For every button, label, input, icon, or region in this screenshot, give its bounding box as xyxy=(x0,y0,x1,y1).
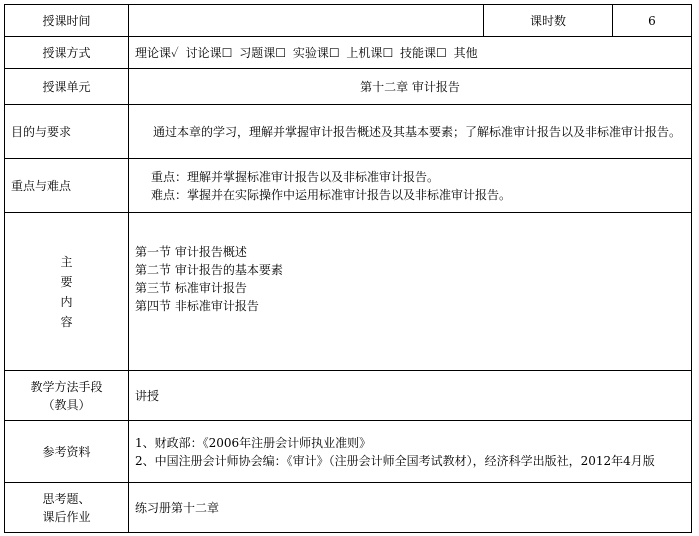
content-label: 主 要 内 容 xyxy=(5,213,129,371)
teaching-label: 教学方法手段 （教具） xyxy=(5,371,129,421)
unit-label: 授课单元 xyxy=(5,69,129,105)
reference-2: 2、中国注册会计师协会编：《审计》（注册会计师全国考试教材），经济科学出版社，2012年4月版 xyxy=(135,453,655,468)
teaching-value: 讲授 xyxy=(129,371,692,421)
keypoint-key: 重点：理解并掌握标准审计报告以及非标准审计报告。 xyxy=(151,169,440,184)
time-label: 授课时间 xyxy=(5,5,129,37)
row-teaching xyxy=(5,371,692,421)
homework-label: 思考题、 课后作业 xyxy=(5,483,129,533)
method-option-lab: 实验课☐ xyxy=(292,45,340,60)
row-method xyxy=(5,37,692,69)
checkbox-icon: ☐ xyxy=(275,45,286,60)
reference-1: 1、财政部：《2006年注册会计师执业准则》 xyxy=(135,435,372,450)
section-3: 第三节 标准审计报告 xyxy=(135,281,247,295)
row-keypoints xyxy=(5,159,692,213)
method-label: 授课方式 xyxy=(5,37,129,69)
method-option-computer: 上机课☐ xyxy=(346,45,394,60)
lesson-plan-table xyxy=(4,4,692,533)
checkbox-icon: ☐ xyxy=(328,45,340,60)
content-sections xyxy=(129,213,692,371)
time-value xyxy=(129,5,484,37)
row-time xyxy=(5,5,692,37)
method-option-skills: 技能课☐ xyxy=(400,45,447,60)
section-2: 第二节 审计报告的基本要素 xyxy=(135,263,283,277)
references-label: 参考资料 xyxy=(5,421,129,483)
checkbox-icon: ☐ xyxy=(436,45,447,60)
section-4: 第四节 非标准审计报告 xyxy=(135,299,259,313)
row-homework xyxy=(5,483,692,533)
method-option-theory: 理论课✓ xyxy=(135,45,179,60)
hours-label: 课时数 xyxy=(484,5,613,37)
unit-value: 第十二章 审计报告 xyxy=(129,69,692,105)
homework-value: 练习册第十二章 xyxy=(129,483,692,533)
method-option-discussion: 讨论课☐ xyxy=(185,45,233,60)
references-value xyxy=(129,421,692,483)
method-options xyxy=(129,37,692,69)
keypoints-label: 重点与难点 xyxy=(5,159,129,213)
check-mark-icon: ✓ xyxy=(171,45,179,60)
section-1: 第一节 审计报告概述 xyxy=(135,245,247,259)
keypoint-difficult: 难点：掌握并在实际操作中运用标准审计报告以及非标准审计报告。 xyxy=(151,187,512,202)
row-references xyxy=(5,421,692,483)
checkbox-icon: ☐ xyxy=(221,45,233,60)
method-option-other: 其他 xyxy=(453,45,478,60)
row-content xyxy=(5,213,692,371)
method-option-exercise: 习题课☐ xyxy=(239,45,286,60)
hours-value: 6 xyxy=(613,5,692,37)
goals-label: 目的与要求 xyxy=(5,105,129,159)
checkbox-icon: ☐ xyxy=(382,45,394,60)
row-goals xyxy=(5,105,692,159)
keypoints-value xyxy=(129,159,692,213)
goals-value: 通过本章的学习，理解并掌握审计报告概述及其基本要素；了解标准审计报告以及非标准审计报告。 xyxy=(129,105,692,159)
row-unit xyxy=(5,69,692,105)
